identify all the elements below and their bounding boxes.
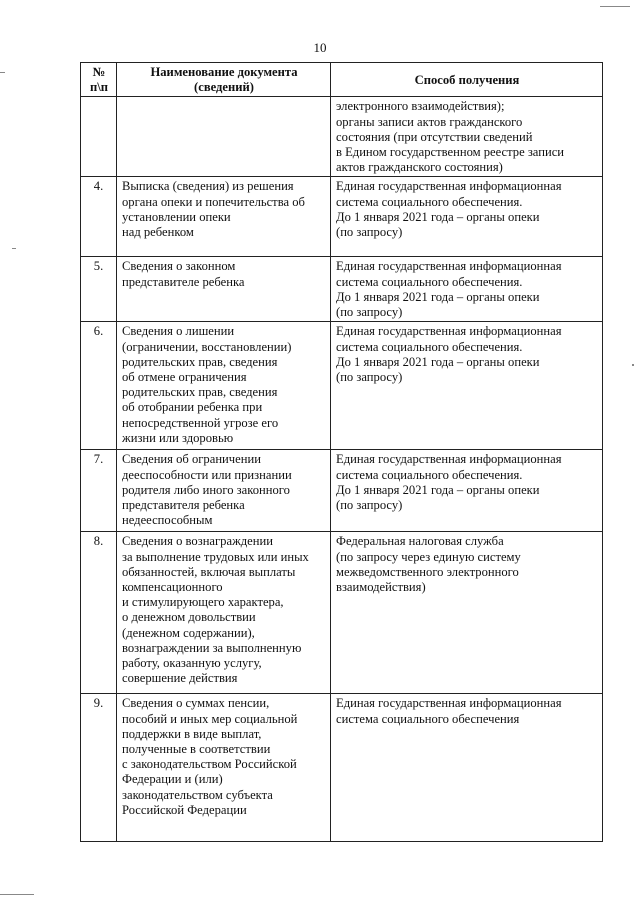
row-method <box>331 97 603 177</box>
text-line: взаимодействия) <box>336 580 426 595</box>
text-line: Способ получения <box>414 72 520 87</box>
text-line: (по запросу) <box>336 498 403 513</box>
row-number: 8. <box>81 532 117 694</box>
row-method <box>331 532 603 694</box>
row-document-name <box>117 177 331 257</box>
text-line: совершение действия <box>122 671 238 686</box>
text-line: Единая государственная информационная <box>336 179 562 194</box>
text-line: представителя ребенка <box>122 498 245 513</box>
text-line: за выполнение трудовых или иных <box>122 549 309 564</box>
row-document-name <box>117 694 331 842</box>
row-method <box>331 322 603 450</box>
text-line: непосредственной угрозе его <box>122 415 279 430</box>
text-line: Выписка (сведения) из решения <box>122 179 294 194</box>
table-row <box>81 97 603 177</box>
text-line: поддержки в виде выплат, <box>122 726 262 741</box>
text-line: об отмене ограничения <box>122 370 247 385</box>
row-number <box>81 97 117 177</box>
text-line: (по запросу) <box>336 370 403 385</box>
text-line: Федеральная налоговая служба <box>336 534 504 549</box>
text-line: Единая государственная информационная <box>336 259 562 274</box>
text-line: недееспособным <box>122 513 213 528</box>
scan-speck <box>12 248 16 249</box>
text-line: актов гражданского состояния) <box>336 160 503 175</box>
row-method <box>331 694 603 842</box>
text-line: Единая государственная информационная <box>336 452 562 467</box>
text-line: (по запросу) <box>336 225 403 240</box>
text-line: (ограничении, восстановлении) <box>122 339 292 354</box>
text-line: (сведений) <box>194 80 254 95</box>
text-line: Сведения о вознаграждении <box>122 534 273 549</box>
text-line: Сведения о законном <box>122 259 236 274</box>
text-line: Сведения о лишении <box>122 324 235 339</box>
text-line: Единая государственная информационная <box>336 696 562 711</box>
row-method <box>331 177 603 257</box>
row-method <box>331 450 603 532</box>
table-row <box>81 694 603 842</box>
text-line: установлении опеки <box>122 209 231 224</box>
row-method <box>331 257 603 322</box>
text-line: полученные в соответствии <box>122 742 271 757</box>
table-row <box>81 177 603 257</box>
text-line: органы записи актов гражданского <box>336 114 523 129</box>
documents-table <box>80 62 603 842</box>
text-line: состояния (при отсутствии сведений <box>336 129 533 144</box>
row-number: 5. <box>81 257 117 322</box>
text-line: в Едином государственном реестре записи <box>336 145 565 160</box>
text-line: система социального обеспечения. <box>336 194 523 209</box>
text-line: дееспособности или признании <box>122 467 292 482</box>
text-line: работу, оказанную услугу, <box>122 656 262 671</box>
text-line: законодательством субъекта <box>122 787 273 802</box>
text-line: Единая государственная информационная <box>336 324 562 339</box>
text-line: № <box>92 65 106 79</box>
text-line: родителя либо иного законного <box>122 482 290 497</box>
row-document-name <box>117 322 331 450</box>
text-line: Сведения об ограничении <box>122 452 261 467</box>
header-document-name <box>117 63 331 97</box>
text-line: Наименование документа <box>150 65 298 79</box>
row-number: 4. <box>81 177 117 257</box>
text-line: система социального обеспечения. <box>336 467 523 482</box>
scan-speck <box>0 894 34 895</box>
table-header-row <box>81 63 603 97</box>
row-number: 9. <box>81 694 117 842</box>
scan-speck <box>600 6 630 7</box>
text-line: и стимулирующего характера, <box>122 595 284 610</box>
table-row <box>81 257 603 322</box>
text-line: До 1 января 2021 года – органы опеки <box>336 289 540 304</box>
text-line: родительских прав, сведения <box>122 354 278 369</box>
text-line: органа опеки и попечительства об <box>122 194 305 209</box>
row-document-name <box>117 450 331 532</box>
text-line: система социального обеспечения <box>336 711 520 726</box>
header-num <box>81 63 117 97</box>
text-line: Российской Федерации <box>122 802 247 817</box>
row-number: 6. <box>81 322 117 450</box>
row-document-name <box>117 532 331 694</box>
row-document-name <box>117 97 331 177</box>
text-line: над ребенком <box>122 225 194 240</box>
text-line: система социального обеспечения. <box>336 339 523 354</box>
text-line: п\п <box>89 80 108 95</box>
table-row <box>81 450 603 532</box>
text-line: компенсационного <box>122 580 223 595</box>
scan-speck <box>0 72 5 73</box>
row-document-name <box>117 257 331 322</box>
text-line: межведомственного электронного <box>336 564 519 579</box>
text-line: Федерации и (или) <box>122 772 223 787</box>
text-line: (по запросу через единую систему <box>336 549 521 564</box>
page-number: 10 <box>313 40 327 55</box>
text-line: с законодательством Российской <box>122 757 297 772</box>
header-method <box>331 63 603 97</box>
text-line: (по запросу) <box>336 305 403 320</box>
text-line: представителе ребенка <box>122 274 245 289</box>
text-line: пособий и иных мер социальной <box>122 711 298 726</box>
text-line: об отобрании ребенка при <box>122 400 263 415</box>
text-line: вознаграждении за выполненную <box>122 640 302 655</box>
row-number: 7. <box>81 450 117 532</box>
text-line: система социального обеспечения. <box>336 274 523 289</box>
text-line: (денежном содержании), <box>122 625 255 640</box>
text-line: электронного взаимодействия); <box>336 99 505 114</box>
table-row <box>81 532 603 694</box>
text-line: жизни или здоровью <box>122 430 234 445</box>
text-line: До 1 января 2021 года – органы опеки <box>336 354 540 369</box>
scan-speck <box>632 364 634 366</box>
text-line: До 1 января 2021 года – органы опеки <box>336 209 540 224</box>
text-line: Сведения о суммах пенсии, <box>122 696 270 711</box>
text-line: обязанностей, включая выплаты <box>122 564 296 579</box>
text-line: родительских прав, сведения <box>122 385 278 400</box>
text-line: о денежном довольствии <box>122 610 256 625</box>
text-line: До 1 января 2021 года – органы опеки <box>336 482 540 497</box>
table-row <box>81 322 603 450</box>
